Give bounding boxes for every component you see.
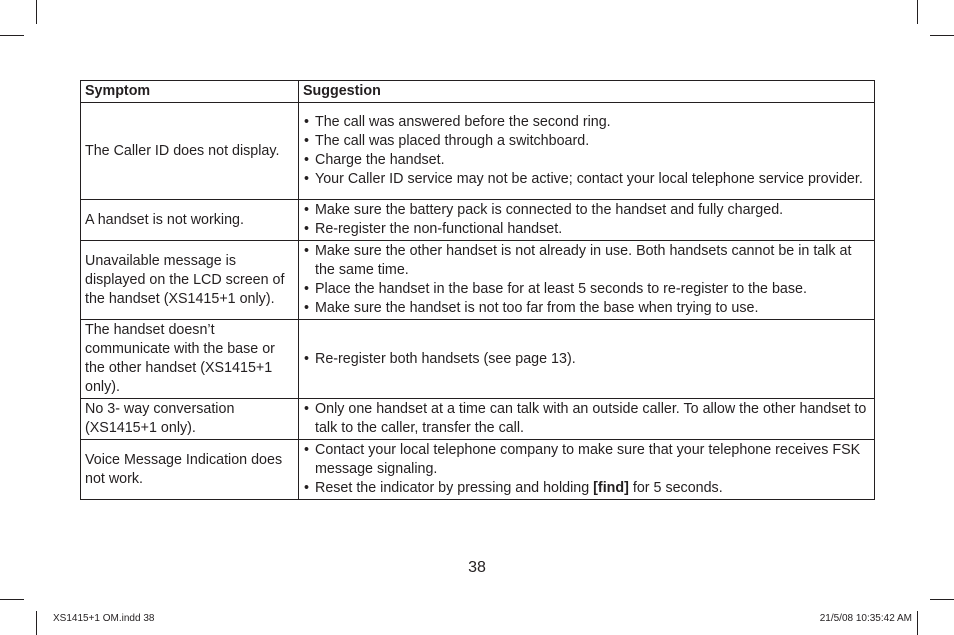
table-row bbox=[81, 103, 875, 200]
suggestion-item: • Make sure the battery pack is connected to the handset and fully charged. bbox=[303, 201, 871, 220]
crop-mark bbox=[36, 611, 37, 635]
crop-mark bbox=[930, 599, 954, 600]
suggestion-item: • Place the handset in the base for at least 5 seconds to re-register to the base. bbox=[303, 280, 871, 299]
symptom-header: Symptom bbox=[81, 81, 299, 103]
table-row bbox=[81, 241, 875, 320]
crop-mark bbox=[0, 599, 24, 600]
table-row bbox=[81, 399, 875, 440]
symptom-cell: The handset doesn’t communicate with the base or the other handset (XS1415+1 only). bbox=[81, 320, 299, 399]
footer-timestamp: 21/5/08 10:35:42 AM bbox=[819, 613, 912, 624]
suggestion-item: • Contact your local telephone company to make sure that your telephone receives FSK message signaling. bbox=[303, 441, 871, 479]
suggestion-item: • Make sure the handset is not too far from the base when trying to use. bbox=[303, 299, 871, 318]
suggestion-item: • The call was answered before the second ring. bbox=[303, 113, 871, 132]
suggestion-item: • Only one handset at a time can talk with an outside caller. To allow the other handset to talk to the caller, transfer the call. bbox=[303, 400, 871, 438]
table-row bbox=[81, 200, 875, 241]
suggestion-cell bbox=[299, 320, 875, 399]
troubleshooting-table bbox=[80, 80, 875, 500]
suggestion-cell bbox=[299, 200, 875, 241]
symptom-cell: A handset is not working. bbox=[81, 200, 299, 241]
suggestion-item: • Make sure the other handset is not already in use. Both handsets cannot be in talk at the same time. bbox=[303, 242, 871, 280]
suggestion-list bbox=[303, 441, 871, 498]
crop-mark bbox=[917, 0, 918, 24]
suggestion-list bbox=[303, 113, 871, 189]
crop-mark bbox=[0, 35, 24, 36]
suggestion-item: • Re-register both handsets (see page 13). bbox=[303, 350, 871, 369]
footer-file-name: XS1415+1 OM.indd 38 bbox=[53, 613, 155, 624]
suggestion-item bbox=[303, 479, 871, 498]
page-number: 38 bbox=[468, 559, 486, 576]
suggestion-text: for 5 seconds. bbox=[628, 480, 723, 496]
symptom-cell: Unavailable message is displayed on the LCD screen of the handset (XS1415+1 only). bbox=[81, 241, 299, 320]
symptom-cell: The Caller ID does not display. bbox=[81, 103, 299, 200]
crop-mark bbox=[930, 35, 954, 36]
suggestion-list bbox=[303, 350, 871, 369]
suggestion-text: Reset the indicator by pressing and holding bbox=[315, 480, 594, 496]
crop-mark bbox=[917, 611, 918, 635]
suggestion-list bbox=[303, 242, 871, 318]
table-row bbox=[81, 440, 875, 500]
symptom-cell: No 3- way conversation (XS1415+1 only). bbox=[81, 399, 299, 440]
symptom-cell: Voice Message Indication does not work. bbox=[81, 440, 299, 500]
suggestion-item: • Your Caller ID service may not be active; contact your local telephone service provider. bbox=[303, 170, 871, 189]
suggestion-cell bbox=[299, 103, 875, 200]
suggestion-item: • Re-register the non-functional handset. bbox=[303, 220, 871, 239]
table-row bbox=[81, 320, 875, 399]
suggestion-header: Suggestion bbox=[299, 81, 875, 103]
suggestion-list bbox=[303, 400, 871, 438]
suggestion-cell bbox=[299, 440, 875, 500]
suggestion-cell bbox=[299, 399, 875, 440]
suggestion-cell bbox=[299, 241, 875, 320]
suggestion-item: • Charge the handset. bbox=[303, 151, 871, 170]
crop-mark bbox=[36, 0, 37, 24]
find-key-label: [find] bbox=[593, 480, 629, 496]
suggestion-item: • The call was placed through a switchboard. bbox=[303, 132, 871, 151]
table-header-row bbox=[81, 81, 875, 103]
suggestion-list bbox=[303, 201, 871, 239]
